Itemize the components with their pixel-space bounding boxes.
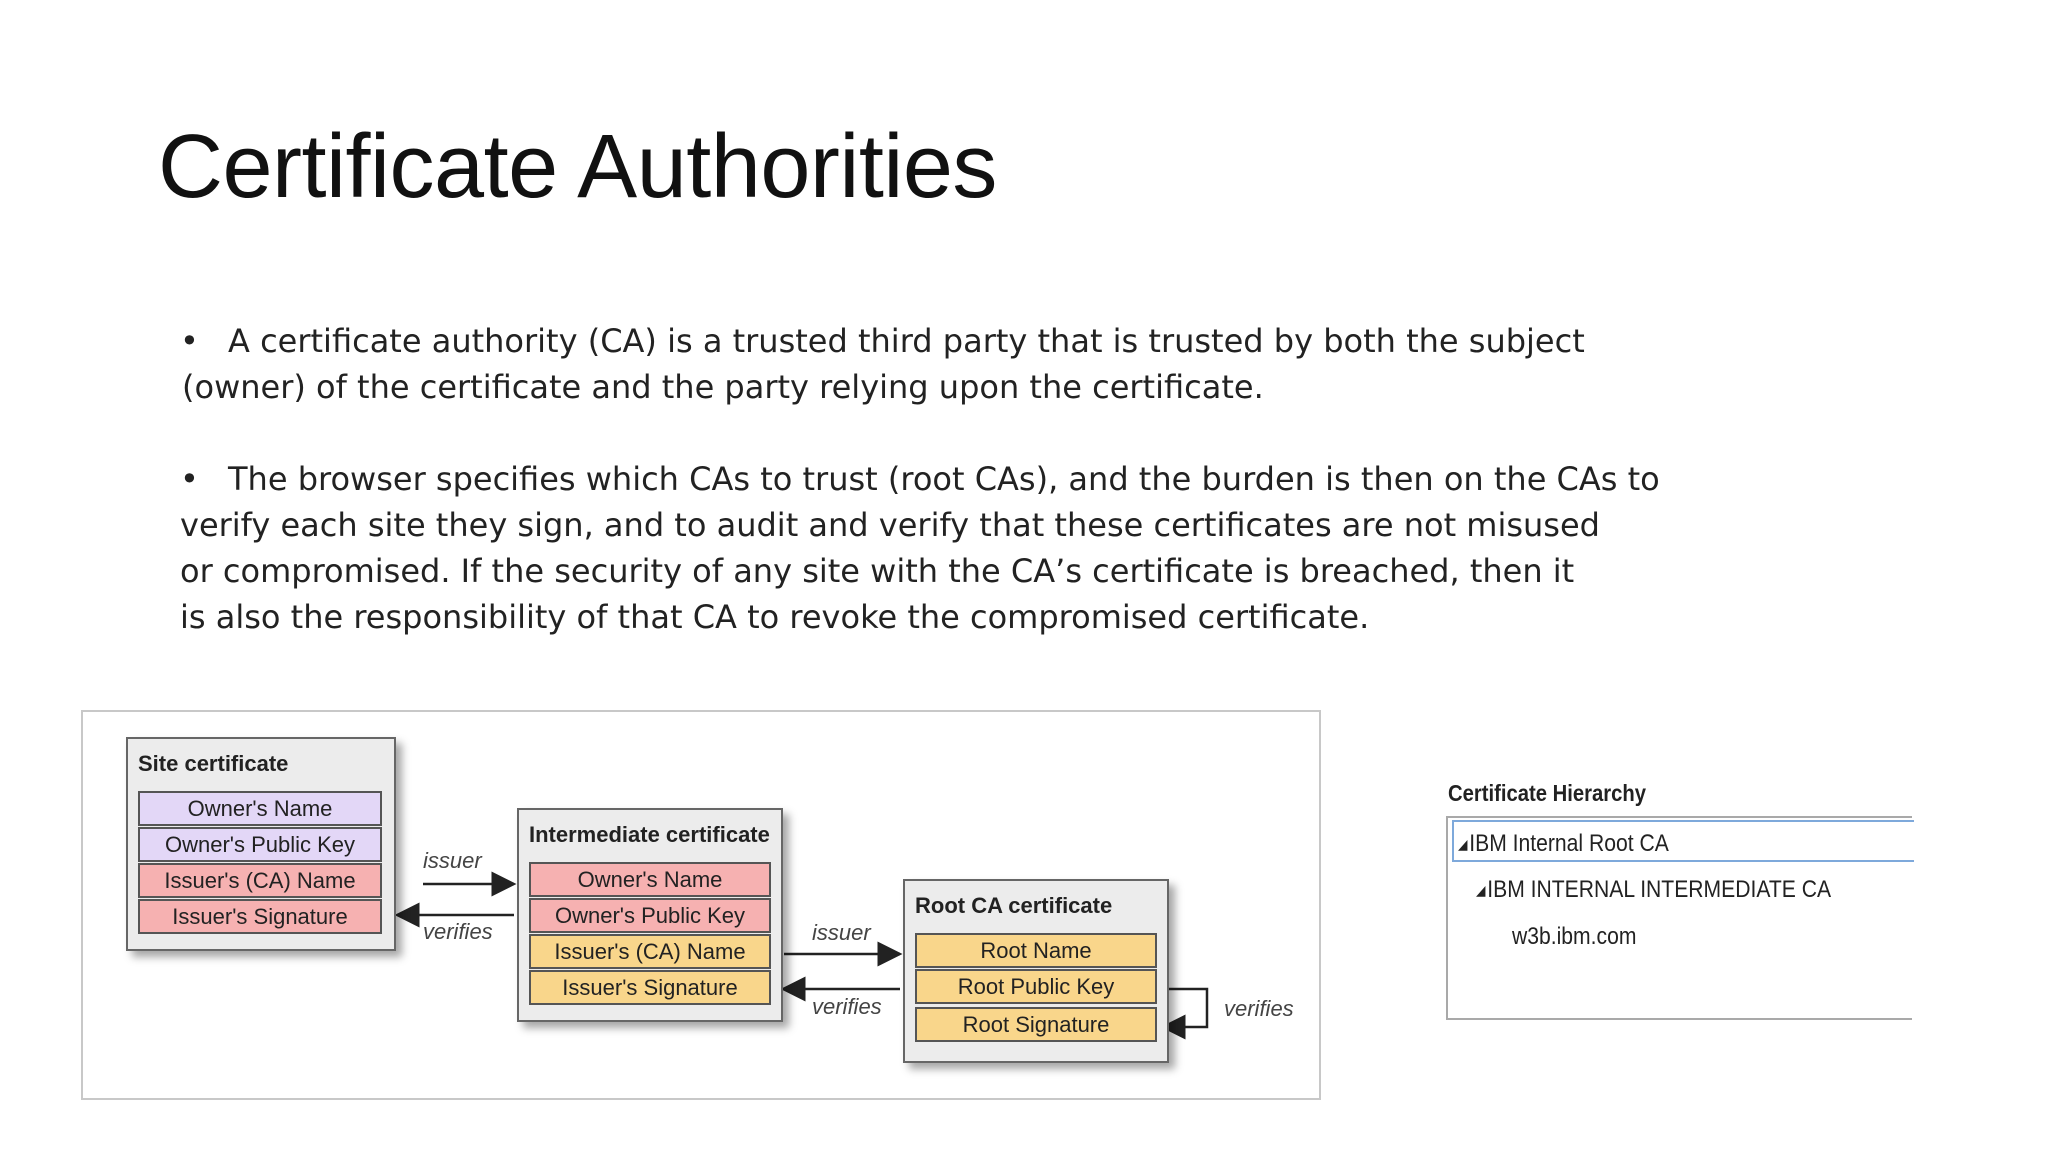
site-issuer-name-field: Issuer's (CA) Name [138,863,382,898]
verifies-label-1: verifies [423,919,493,944]
tree-item-root-ca[interactable]: ◢IBM Internal Root CA [1458,830,1669,857]
slide-title: Certificate Authorities [158,117,997,217]
bullet-line: verify each site they sign, and to audit and verify that these certificates are not misused [180,506,1600,544]
bullet-line: (owner) of the certificate and the party relying upon the certificate. [182,368,1264,406]
root-ca-certificate-title: Root CA certificate [915,893,1113,918]
cropped-heading-fragment [1448,1024,1628,1032]
issuer-label-2: issuer [812,920,871,945]
verifies-label-2: verifies [812,994,882,1019]
site-issuer-signature-field: Issuer's Signature [138,899,382,934]
root-public-key-field: Root Public Key [915,969,1157,1004]
intermediate-issuer-name-field: Issuer's (CA) Name [529,934,771,969]
root-ca-certificate-box [903,879,1169,1063]
bullet-list [180,318,1680,640]
bullet-item-1 [180,318,1680,410]
certificate-hierarchy-tree [1446,816,1912,1020]
intermediate-owner-public-key-field: Owner's Public Key [529,898,771,933]
intermediate-owner-name-field: Owner's Name [529,862,771,897]
root-name-field: Root Name [915,933,1157,968]
bullet-marker: • [180,322,199,360]
site-owner-public-key-field: Owner's Public Key [138,827,382,862]
bullet-line: • The browser specifies which CAs to trust (root CAs), and the burden is then on the CAs to [180,456,1680,502]
certificate-chain-diagram [81,710,1321,1100]
intermediate-certificate-box [517,808,783,1022]
expand-triangle-icon[interactable]: ◢ [1476,882,1486,898]
intermediate-certificate-title: Intermediate certificate [529,822,770,847]
expand-triangle-icon[interactable]: ◢ [1458,836,1468,852]
tree-item-site[interactable]: w3b.ibm.com [1512,923,1637,950]
site-certificate-title: Site certificate [138,751,289,776]
bullet-line: or compromised. If the security of any site with the CA’s certificate is breached, then it [180,552,1575,590]
site-owner-name-field: Owner's Name [138,791,382,826]
root-signature-field: Root Signature [915,1007,1157,1042]
issuer-label-1: issuer [423,848,482,873]
bullet-item-2 [180,456,1680,640]
bullet-line: • A certificate authority (CA) is a trusted third party that is trusted by both the subject [180,318,1680,364]
tree-item-intermediate-ca[interactable]: ◢IBM INTERNAL INTERMEDIATE CA [1476,876,1832,903]
bullet-marker: • [180,460,199,498]
bullet-line: is also the responsibility of that CA to revoke the compromised certificate. [180,598,1370,636]
verifies-label-3: verifies [1224,996,1294,1021]
certificate-hierarchy-title: Certificate Hierarchy [1448,780,1646,806]
intermediate-issuer-signature-field: Issuer's Signature [529,970,771,1005]
site-certificate-box [126,737,396,951]
